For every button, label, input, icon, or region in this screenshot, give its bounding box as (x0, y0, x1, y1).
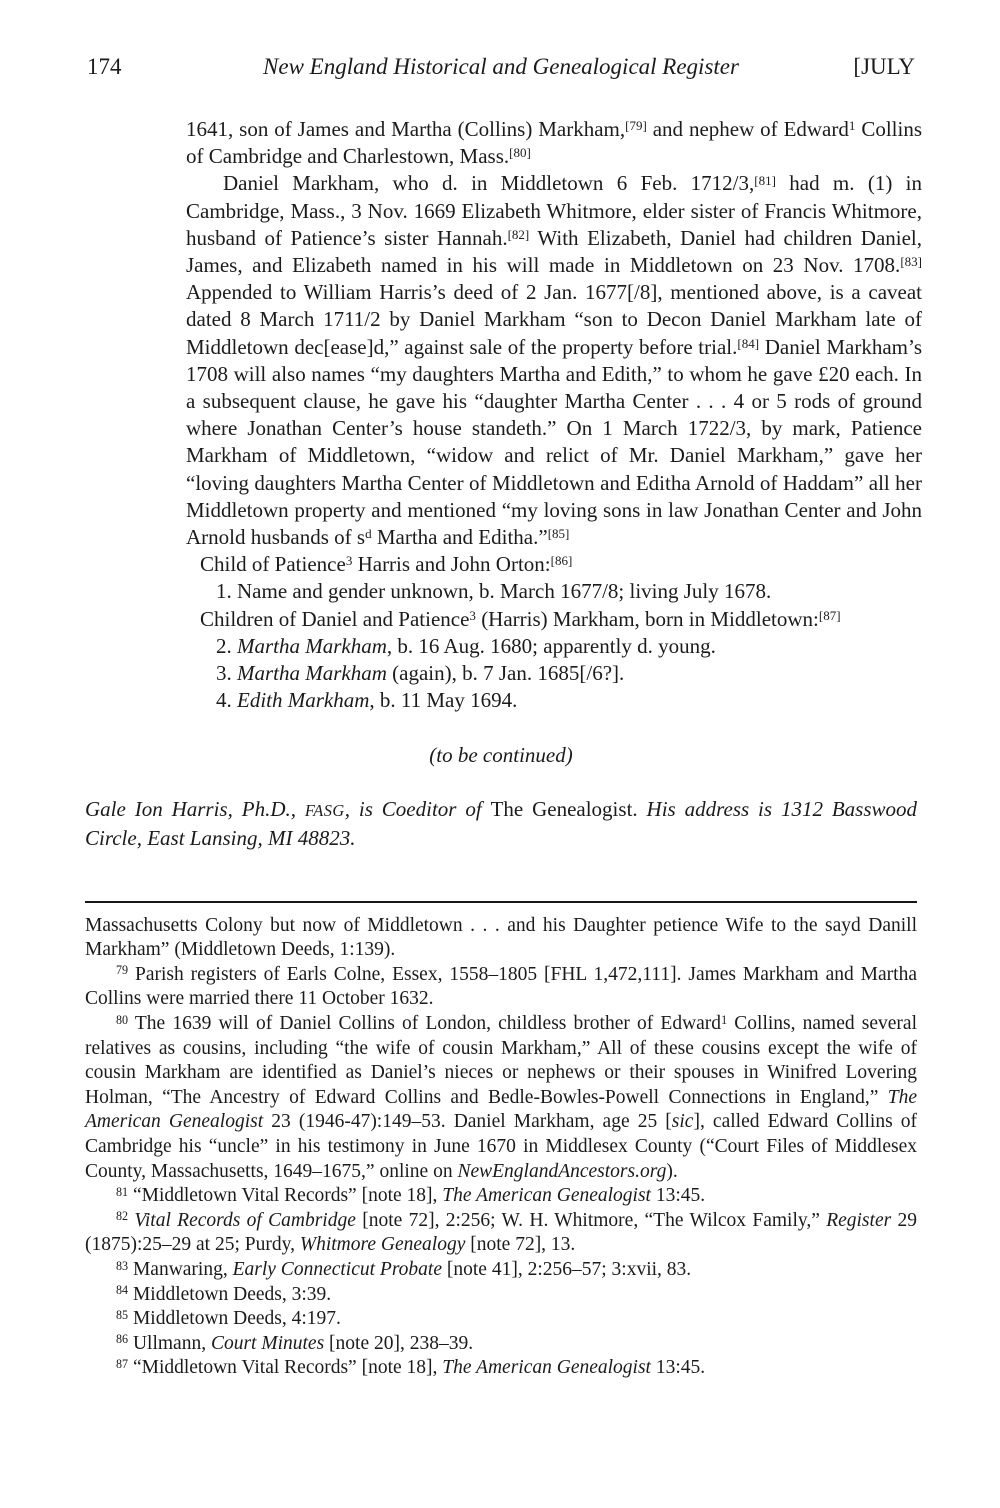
child-item-1: 1. Name and gender unknown, b. March 1677/8; living July 1678. (216, 579, 772, 604)
footnote-82: $^{82}$ Vital Records of Cambridge [note 72], 2:256; W. H. Whitmore, “The Wilcox Family,” Register 29 (1875):25–29 at 25; Purdy, Whitmore Genealogy [note 72], 13. (85, 1209, 917, 1256)
footnotes-section (85, 914, 917, 1381)
paragraph-continuation: 1641, son of James and Martha (Collins) Markham,[79] and nephew of Edward$^1$ Collins of Cambridge and Charlestown, Mass.[80] (186, 117, 922, 169)
footnote-continuation: Massachusetts Colony but now of Middletown . . . and his Daughter petience Wife to the sayd Danill Markham” (Middletown Deeds, 1:139). (85, 914, 917, 961)
issue-label: [JULY (853, 54, 915, 79)
footnote-83: $^{83}$ Manwaring, Early Connecticut Probate [note 41], 2:256–57; 3:xvii, 83. (116, 1258, 692, 1280)
child-item-4: 4. Edith Markham, b. 11 May 1694. (216, 688, 518, 713)
footnote-80: $^{80}$ The 1639 will of Daniel Collins of London, childless brother of Edward$^1$ Collins, named several relatives as cousins, including “the wife of cousin Markham,” All of these cousins except the wife of cousin Markham are identified as Daniel’s nieces or nephews or their spouses in Winifred Lovering Holman, “The Ancestry of Edward Collins and Bedle-Bowles-Powell Connections in England,” The American Genealogist 23 (1946-47):149–53. Daniel Markham, age 25 [sic], called Edward Collins of Cambridge his “uncle” in his testimony in June 1670 in Middlesex County (“Court Files of Middlesex County, Massachusetts, 1649–1675,” online on NewEnglandAncestors.org). (85, 1012, 917, 1182)
footnote-81: $^{81}$ “Middletown Vital Records” [note 18], The American Genealogist 13:45. (116, 1184, 706, 1207)
paragraph-daniel-markham: Daniel Markham, who d. in Middletown 6 Feb. 1712/3,[81] had m. (1) in Cambridge, Mass., 3 Nov. 1669 Elizabeth Whitmore, elder sister of Francis Whitmore, husband of Patience’s sister Hannah.[82] With Elizabeth, Daniel had children Daniel, James, and Elizabeth named in his will made in Middletown on 23 Nov. 1708.[83] Appended to William Harris’s deed of 2 Jan. 1677[/8], mentioned above, is a caveat dated 8 March 1711/2 by Daniel Markham “son to Decon Daniel Markham late of Middletown dec[ease]d,” against sale of the property before trial.[84] Daniel Markham’s 1708 will also names “my daughters Martha and Edith,” to whom he gave £20 each. In a subsequent clause, he gave his “daughter Martha Center . . . 4 or 5 rods of ground where Jonathan Center’s house standeth.” On 1 March 1722/3, by mark, Patience Markham of Middletown, “widow and relict of Mr. Daniel Markham,” gave her “loving daughters Martha Center of Middletown and Editha Arnold of Haddam” all her Middletown property and mentioned “my loving sons in law Jonathan Center and John Arnold husbands of $s^d$ Martha and Editha.”[85] (186, 171, 922, 550)
footnote-87: $^{87}$ “Middletown Vital Records” [note 18], The American Genealogist 13:45. (116, 1356, 706, 1379)
child-item-2: 2. Martha Markham, b. 16 Aug. 1680; apparently d. young. (216, 633, 716, 658)
page-number: 174 (87, 54, 122, 79)
footnote-79: $^{79}$ Parish registers of Earls Colne, Essex, 1558–1805 [FHL 1,472,111]. James Markham and Martha Collins were married there 11 October 1632. (85, 963, 917, 1010)
child-item-3: 3. Martha Markham (again), b. 7 Jan. 1685[/6?]. (216, 661, 625, 686)
children-heading-orton: Child of Patience$^3$ Harris and John Orton:[86] (200, 552, 573, 577)
article-text-block (186, 116, 922, 714)
footnote-84: $^{84}$ Middletown Deeds, 3:39. (116, 1283, 332, 1305)
to-be-continued-note: (to be continued) (429, 743, 573, 768)
article-main (0, 116, 1000, 853)
children-heading-markham: Children of Daniel and Patience$^3$ (Harris) Markham, born in Middletown:[87] (200, 606, 841, 631)
footnote-separator-rule (85, 901, 917, 903)
journal-title: New England Historical and Genealogical Register (263, 54, 739, 79)
footnote-86: $^{86}$ Ullmann, Court Minutes [note 20], 238–39. (116, 1332, 474, 1354)
running-head (0, 0, 1000, 82)
footnote-85: $^{85}$ Middletown Deeds, 4:197. (116, 1307, 341, 1330)
author-bio: Gale Ion Harris, Ph.D., FASG, is Coeditor of The Genealogist. His address is 1312 Basswood Circle, East Lansing, MI 48823. (85, 797, 918, 851)
